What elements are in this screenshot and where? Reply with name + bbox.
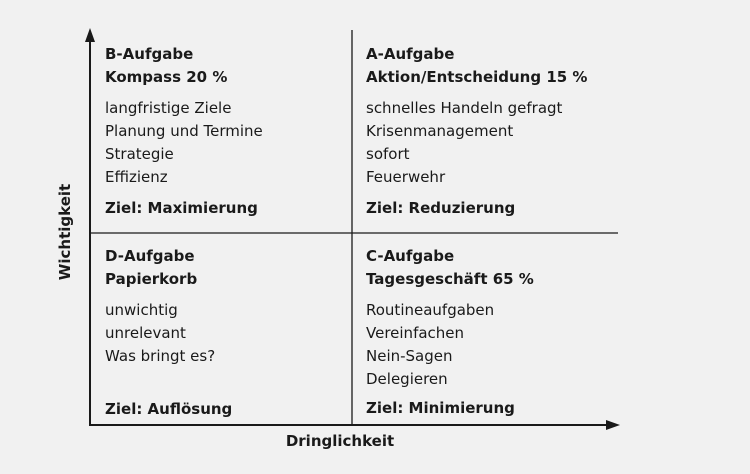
quadrant-b-goal: Ziel: Maximierung (105, 199, 258, 217)
quadrant-d (105, 245, 215, 368)
quadrant-c (366, 245, 534, 391)
quadrant-d-item: Was bringt es? (105, 347, 216, 365)
quadrant-a-subtitle: Aktion/Entscheidung 15 % (366, 68, 588, 86)
quadrant-a-goal: Ziel: Reduzierung (366, 199, 516, 217)
quadrant-b-subtitle: Kompass 20 % (105, 68, 228, 86)
quadrant-a (366, 43, 587, 189)
quadrant-b (105, 43, 263, 189)
quadrant-c-subtitle: Tagesgeschäft 65 % (366, 270, 534, 288)
quadrant-b-item: langfristige Ziele (105, 99, 232, 117)
quadrant-d-subtitle: Papierkorb (105, 270, 198, 288)
quadrant-c-item: Delegieren (366, 370, 448, 388)
y-axis-arrow (85, 28, 95, 42)
quadrant-b-item: Planung und Termine (105, 122, 263, 140)
quadrant-c-item: Routineaufgaben (366, 301, 495, 319)
quadrant-c-item: Nein-Sagen (366, 347, 453, 365)
quadrant-a-title: A-Aufgabe (366, 45, 455, 63)
quadrant-d-title: D-Aufgabe (105, 247, 195, 265)
x-axis-arrow (606, 420, 620, 430)
quadrant-a-item: schnelles Handeln gefragt (366, 99, 563, 117)
quadrant-a-item: Krisenmanagement (366, 122, 514, 140)
quadrant-d-item: unwichtig (105, 301, 178, 319)
quadrant-c-title: C-Aufgabe (366, 247, 455, 265)
quadrant-a-item: sofort (366, 145, 410, 163)
quadrant-b-title: B-Aufgabe (105, 45, 194, 63)
x-axis-label: Dringlichkeit (285, 432, 395, 450)
quadrant-c-goal: Ziel: Minimierung (366, 399, 515, 417)
quadrant-d-goal: Ziel: Auflösung (105, 400, 233, 418)
quadrant-c-item: Vereinfachen (366, 324, 465, 342)
quadrant-b-item: Effizienz (105, 168, 168, 186)
quadrant-b-item: Strategie (105, 145, 174, 163)
y-axis-label: Wichtigkeit (56, 183, 74, 281)
quadrant-d-item: unrelevant (105, 324, 186, 342)
quadrant-a-item: Feuerwehr (366, 168, 446, 186)
